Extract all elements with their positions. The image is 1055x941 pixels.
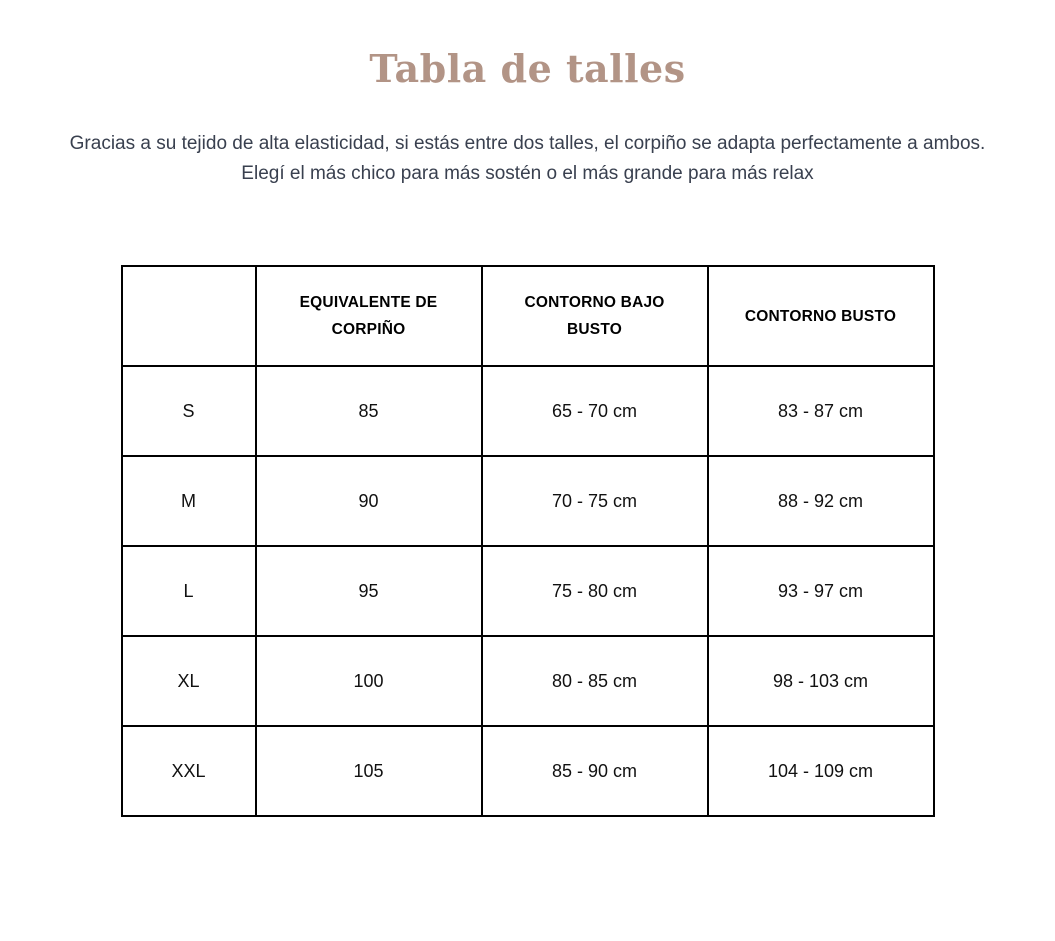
- busto-cell: 104 - 109 cm: [708, 726, 934, 816]
- table-row-m: [122, 456, 934, 546]
- bajo-busto-cell: 65 - 70 cm: [482, 366, 708, 456]
- column-header-contorno-bajo-busto: CONTORNO BAJO BUSTO: [482, 266, 708, 366]
- corpino-cell: 85: [256, 366, 482, 456]
- size-cell: S: [122, 366, 256, 456]
- bajo-busto-cell: 80 - 85 cm: [482, 636, 708, 726]
- bajo-busto-cell: 75 - 80 cm: [482, 546, 708, 636]
- size-chart-table: [121, 265, 935, 817]
- size-cell: L: [122, 546, 256, 636]
- table-row-s: [122, 366, 934, 456]
- corpino-cell: 90: [256, 456, 482, 546]
- busto-cell: 83 - 87 cm: [708, 366, 934, 456]
- corpino-cell: 105: [256, 726, 482, 816]
- corpino-cell: 95: [256, 546, 482, 636]
- size-cell: XXL: [122, 726, 256, 816]
- busto-cell: 88 - 92 cm: [708, 456, 934, 546]
- table-row-l: [122, 546, 934, 636]
- header-row: [122, 266, 934, 366]
- table-row-xxl: [122, 726, 934, 816]
- corpino-cell: 100: [256, 636, 482, 726]
- bajo-busto-cell: 85 - 90 cm: [482, 726, 708, 816]
- page-title: Tabla de talles: [369, 46, 686, 91]
- column-header-size: [122, 266, 256, 366]
- column-header-equivalente-corpino: EQUIVALENTE DE CORPIÑO: [256, 266, 482, 366]
- busto-cell: 98 - 103 cm: [708, 636, 934, 726]
- bajo-busto-cell: 70 - 75 cm: [482, 456, 708, 546]
- table-row-xl: [122, 636, 934, 726]
- busto-cell: 93 - 97 cm: [708, 546, 934, 636]
- size-guide-description: Gracias a su tejido de alta elasticidad, si estás entre dos talles, el corpiño se adapta perfectamente a ambos. Elegí el más chico para más sostén o el más grande para más relax: [69, 133, 986, 184]
- column-header-contorno-busto: CONTORNO BUSTO: [708, 266, 934, 366]
- size-cell: XL: [122, 636, 256, 726]
- size-cell: M: [122, 456, 256, 546]
